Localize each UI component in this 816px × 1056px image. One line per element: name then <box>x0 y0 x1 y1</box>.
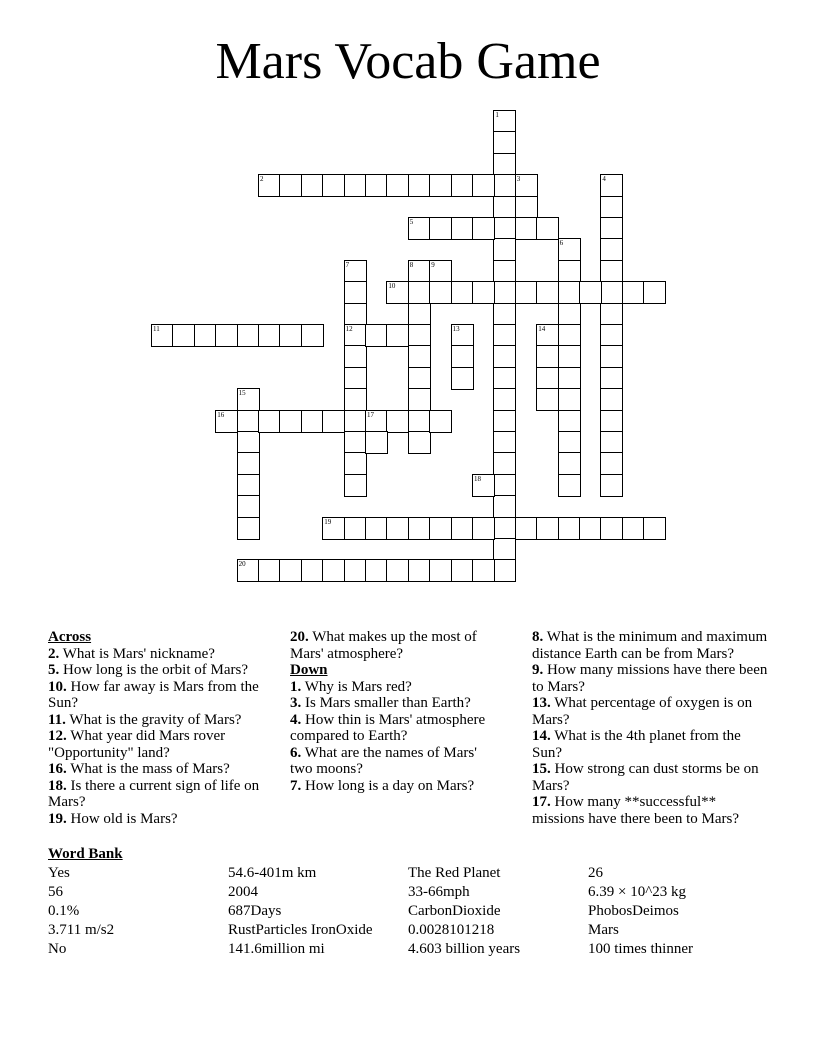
clue-number: 16 <box>217 410 225 419</box>
crossword-cell[interactable] <box>408 559 431 582</box>
clue-number: 15 <box>238 389 246 398</box>
clue-number: 14 <box>538 325 546 333</box>
crossword-cell[interactable] <box>600 196 623 219</box>
crossword-cell[interactable] <box>301 410 324 433</box>
word-bank-item: No <box>48 941 67 957</box>
crossword-cell[interactable] <box>558 281 581 304</box>
clue-number: 18 <box>474 474 481 483</box>
clue-text: How strong can dust storms be on Mars? <box>532 761 759 794</box>
crossword-cell[interactable] <box>344 324 367 347</box>
crossword-cell[interactable] <box>493 559 516 582</box>
clue-num: 5. <box>48 662 60 678</box>
across-clue <box>48 662 274 679</box>
crossword-cell[interactable] <box>408 388 431 411</box>
crossword-cell[interactable] <box>408 410 431 433</box>
clue-text: Why is Mars red? <box>301 678 412 695</box>
crossword-cell[interactable] <box>408 367 431 390</box>
clue-number: 9 <box>431 260 435 269</box>
down-clue <box>290 745 502 778</box>
crossword-cell[interactable] <box>386 559 409 582</box>
crossword-cell[interactable] <box>600 431 623 454</box>
word-bank-item: 100 times thinner <box>588 941 693 957</box>
crossword-cell[interactable] <box>493 174 516 197</box>
across-clue <box>48 761 274 778</box>
crossword-cell[interactable] <box>344 431 367 454</box>
crossword-cell[interactable] <box>579 281 602 304</box>
word-bank-item: 141.6million mi <box>228 941 325 957</box>
clue-number: 1 <box>495 111 499 119</box>
crossword-cell[interactable] <box>408 517 431 540</box>
crossword-cell[interactable] <box>472 281 495 304</box>
crossword-cell[interactable] <box>344 452 367 475</box>
clue-num: 16. <box>48 761 67 777</box>
word-bank-header: Word Bank <box>48 846 123 862</box>
down-clue <box>532 794 772 827</box>
clue-text: How long is a day on Mars? <box>301 777 475 794</box>
down-clue <box>532 728 772 761</box>
crossword-cell[interactable] <box>344 474 367 497</box>
crossword-cell[interactable] <box>429 281 452 304</box>
crossword-cell[interactable] <box>451 367 474 390</box>
word-bank-item: The Red Planet <box>408 865 501 881</box>
crossword-cell[interactable] <box>558 517 581 540</box>
crossword-cell[interactable] <box>536 217 559 240</box>
crossword-cell[interactable] <box>237 495 260 518</box>
clue-num: 8. <box>532 629 544 645</box>
crossword-cell[interactable] <box>536 345 559 368</box>
word-bank-grid <box>48 864 768 959</box>
crossword-cell[interactable] <box>600 217 623 240</box>
clue-number: 5 <box>409 218 414 226</box>
clue-text: How thin is Mars' atmosphere compared to Earth? <box>290 711 486 744</box>
crossword-cell[interactable] <box>344 345 367 368</box>
crossword-cell[interactable] <box>365 324 388 347</box>
crossword-cell[interactable] <box>493 196 516 219</box>
crossword-cell[interactable] <box>429 559 452 582</box>
crossword-cell[interactable] <box>558 345 581 368</box>
crossword-cell[interactable] <box>600 345 623 368</box>
clue-num: 17. <box>532 794 551 810</box>
crossword-cell[interactable] <box>493 281 516 304</box>
crossword-cell[interactable] <box>429 410 452 433</box>
clue-text: What is Mars' nickname? <box>59 645 215 662</box>
crossword-cell[interactable] <box>600 474 623 497</box>
clue-num: 12. <box>48 728 67 744</box>
crossword-cell[interactable] <box>429 260 452 283</box>
across-clue <box>48 679 274 712</box>
down-clue <box>532 761 772 794</box>
crossword-cell[interactable] <box>344 517 367 540</box>
crossword-cell[interactable] <box>237 388 260 411</box>
crossword-cell[interactable] <box>600 324 623 347</box>
clue-num: 20. <box>290 629 309 645</box>
crossword-cell[interactable] <box>322 410 345 433</box>
crossword-cell[interactable] <box>408 260 431 283</box>
crossword-cell[interactable] <box>322 559 345 582</box>
clue-num: 9. <box>532 662 544 678</box>
clue-num: 6. <box>290 744 302 761</box>
crossword-cell[interactable] <box>493 260 516 283</box>
crossword-cell[interactable] <box>322 174 345 197</box>
crossword-cell[interactable] <box>322 517 345 540</box>
crossword-cell[interactable] <box>408 345 431 368</box>
clue-number: 10 <box>388 282 396 291</box>
crossword-cell[interactable] <box>493 452 516 475</box>
crossword-cell[interactable] <box>600 517 623 540</box>
crossword-cell[interactable] <box>194 324 217 347</box>
down-clue <box>290 712 502 745</box>
word-bank <box>48 845 768 959</box>
crossword-cell[interactable] <box>344 388 367 411</box>
word-bank-item: CarbonDioxide <box>408 903 501 919</box>
clue-text: What percentage of oxygen is on Mars? <box>532 695 753 728</box>
crossword-cell[interactable] <box>386 281 409 304</box>
crossword-cell[interactable] <box>365 517 388 540</box>
crossword-cell[interactable] <box>493 153 516 176</box>
crossword-cell[interactable] <box>408 324 431 347</box>
crossword-cell[interactable] <box>344 260 367 283</box>
crossword-cell[interactable] <box>493 388 516 411</box>
crossword-cell[interactable] <box>451 324 474 347</box>
word-bank-item: 0.0028101218 <box>408 922 495 938</box>
crossword-cell[interactable] <box>237 559 260 582</box>
crossword-cell[interactable] <box>301 559 324 582</box>
crossword-cell[interactable] <box>600 452 623 475</box>
clue-number: 4 <box>602 175 606 184</box>
crossword-cell[interactable] <box>558 388 581 411</box>
crossword-cell[interactable] <box>536 281 559 304</box>
across-clue <box>48 778 274 811</box>
crossword-cell[interactable] <box>515 196 538 219</box>
word-bank-item: PhobosDeimos <box>588 903 679 919</box>
crossword-cell[interactable] <box>258 410 281 433</box>
crossword-cell[interactable] <box>365 410 388 433</box>
crossword-cell[interactable] <box>493 517 516 540</box>
crossword-cell[interactable] <box>451 217 474 240</box>
crossword-cell[interactable] <box>558 410 581 433</box>
crossword-cell[interactable] <box>536 388 559 411</box>
crossword-cell[interactable] <box>451 281 474 304</box>
crossword-cell[interactable] <box>493 131 516 154</box>
crossword-cell[interactable] <box>386 517 409 540</box>
crossword-cell[interactable] <box>643 517 666 540</box>
word-bank-item: 2004 <box>228 884 258 900</box>
crossword-cell[interactable] <box>215 324 238 347</box>
down-clue <box>532 695 772 728</box>
crossword-cell[interactable] <box>365 174 388 197</box>
crossword-cell[interactable] <box>365 559 388 582</box>
crossword-cell[interactable] <box>279 174 302 197</box>
crossword-cell[interactable] <box>493 345 516 368</box>
clue-text: How many **successful** missions have there been to Mars? <box>532 794 740 827</box>
crossword-cell[interactable] <box>365 431 388 454</box>
crossword-cell[interactable] <box>408 431 431 454</box>
across-clue <box>290 629 502 662</box>
crossword-cell[interactable] <box>258 324 281 347</box>
clue-text: What makes up the most of Mars' atmosphere? <box>290 629 477 662</box>
crossword-cell[interactable] <box>344 410 367 433</box>
crossword-cell[interactable] <box>600 174 623 197</box>
word-bank-item: 3.711 m/s2 <box>48 922 115 938</box>
crossword-cell[interactable] <box>237 452 260 475</box>
crossword-cell[interactable] <box>429 174 452 197</box>
crossword-cell[interactable] <box>258 559 281 582</box>
clue-num: 13. <box>532 695 551 711</box>
crossword-cell[interactable] <box>493 367 516 390</box>
crossword-cell[interactable] <box>536 517 559 540</box>
clue-text: What year did Mars rover "Opportunity" land? <box>48 728 226 761</box>
crossword-cell[interactable] <box>386 324 409 347</box>
crossword-cell[interactable] <box>515 174 538 197</box>
word-bank-item: 4.603 billion years <box>408 941 521 957</box>
word-bank-item: 33-66mph <box>408 884 470 900</box>
clue-num: 18. <box>48 777 67 794</box>
crossword-cell[interactable] <box>451 559 474 582</box>
crossword-cell[interactable] <box>386 174 409 197</box>
clue-text: What is the mass of Mars? <box>66 761 230 777</box>
crossword-cell[interactable] <box>600 303 623 326</box>
across-clue <box>48 646 274 663</box>
crossword-cell[interactable] <box>344 303 367 326</box>
clue-number: 13 <box>452 325 460 333</box>
crossword-cell[interactable] <box>237 410 260 433</box>
crossword-cell[interactable] <box>237 474 260 497</box>
crossword-cell[interactable] <box>493 538 516 561</box>
down-header: Down <box>290 662 328 678</box>
crossword-cell[interactable] <box>558 452 581 475</box>
clue-text: What is the minimum and maximum distance Earth can be from Mars? <box>532 629 768 662</box>
clue-text: What is the gravity of Mars? <box>65 711 242 728</box>
crossword-cell[interactable] <box>493 431 516 454</box>
page-title: Mars Vocab Game <box>215 33 601 90</box>
clue-number: 6 <box>559 239 564 248</box>
clue-number: 3 <box>516 175 521 184</box>
across-clue <box>48 712 274 729</box>
down-clue <box>290 695 502 712</box>
clue-num: 11. <box>48 711 66 728</box>
crossword-cell[interactable] <box>558 367 581 390</box>
clue-text: What are the names of Mars' two moons? <box>290 744 477 777</box>
crossword-cell[interactable] <box>558 324 581 347</box>
word-bank-item: Yes <box>48 865 70 881</box>
crossword-cell[interactable] <box>451 174 474 197</box>
crossword-cell[interactable] <box>622 517 645 540</box>
crossword-cell[interactable] <box>344 367 367 390</box>
crossword-cell[interactable] <box>237 431 260 454</box>
crossword-cell[interactable] <box>151 324 174 347</box>
crossword-cell[interactable] <box>237 517 260 540</box>
word-bank-item: 6.39 × 10^23 kg <box>588 884 686 900</box>
crossword-cell[interactable] <box>515 217 538 240</box>
crossword-cell[interactable] <box>472 517 495 540</box>
clue-number: 20 <box>238 560 246 569</box>
word-bank-item: Mars <box>588 922 619 938</box>
crossword-cell[interactable] <box>472 217 495 240</box>
clue-num: 2. <box>48 645 60 662</box>
crossword-cell[interactable] <box>493 495 516 518</box>
clue-num: 15. <box>532 761 551 777</box>
crossword-cell[interactable] <box>429 517 452 540</box>
crossword-cell[interactable] <box>344 174 367 197</box>
crossword-cell[interactable] <box>451 345 474 368</box>
clue-num: 3. <box>290 695 302 711</box>
clue-text: How many missions have there been to Mars? <box>532 662 768 695</box>
crossword-cell[interactable] <box>279 324 302 347</box>
word-bank-item: 26 <box>588 865 603 881</box>
crossword-cell[interactable] <box>600 281 623 304</box>
crossword-cell[interactable] <box>558 431 581 454</box>
crossword-cell[interactable] <box>515 517 538 540</box>
crossword-cell[interactable] <box>408 217 431 240</box>
clues-column-1 <box>48 629 274 827</box>
crossword-cell[interactable] <box>279 559 302 582</box>
clue-text: Is Mars smaller than Earth? <box>301 695 471 711</box>
crossword-cell[interactable] <box>493 238 516 261</box>
word-bank-item: 56 <box>48 884 63 900</box>
crossword-cell[interactable] <box>579 517 602 540</box>
across-clue <box>48 811 274 828</box>
clue-number: 11 <box>153 325 160 333</box>
crossword-cell[interactable] <box>536 324 559 347</box>
clue-number: 7 <box>345 260 350 269</box>
down-clue <box>290 778 502 795</box>
crossword-cell[interactable] <box>451 517 474 540</box>
crossword-cell[interactable] <box>472 474 495 497</box>
word-bank-item: 54.6-401m km <box>228 865 317 881</box>
clue-text: How far away is Mars from the Sun? <box>48 678 259 711</box>
crossword-cell[interactable] <box>493 217 516 240</box>
crossword-cell[interactable] <box>600 260 623 283</box>
word-bank-item: RustParticles IronOxide <box>228 922 373 938</box>
crossword-cell[interactable] <box>279 410 302 433</box>
crossword-cell[interactable] <box>558 260 581 283</box>
clue-text: How old is Mars? <box>66 810 178 827</box>
crossword-cell[interactable] <box>493 410 516 433</box>
crossword-cell[interactable] <box>344 281 367 304</box>
crossword-cell[interactable] <box>408 303 431 326</box>
crossword-cell[interactable] <box>301 324 324 347</box>
across-header: Across <box>48 629 92 645</box>
across-clue <box>48 728 274 761</box>
crossword-cell[interactable] <box>558 474 581 497</box>
clue-text: What is the 4th planet from the Sun? <box>532 728 741 761</box>
crossword-cell[interactable] <box>643 281 666 304</box>
clue-text: How long is the orbit of Mars? <box>59 662 248 678</box>
crossword-cell[interactable] <box>237 324 260 347</box>
crossword-cell[interactable] <box>558 238 581 261</box>
crossword-cell[interactable] <box>344 559 367 582</box>
clue-number: 8 <box>409 260 414 269</box>
crossword-cell[interactable] <box>386 410 409 433</box>
crossword-cell[interactable] <box>515 281 538 304</box>
crossword-cell[interactable] <box>301 174 324 197</box>
word-bank-item: 0.1% <box>48 903 80 919</box>
crossword-cell[interactable] <box>472 559 495 582</box>
crossword-cell[interactable] <box>429 217 452 240</box>
word-bank-item: 687Days <box>228 903 282 919</box>
crossword-cell[interactable] <box>600 238 623 261</box>
clue-number: 2 <box>260 175 264 184</box>
crossword-cell[interactable] <box>600 410 623 433</box>
down-clue <box>290 679 502 696</box>
clue-num: 1. <box>290 678 302 695</box>
clue-num: 14. <box>532 728 551 744</box>
crossword-cell[interactable] <box>493 110 516 133</box>
clue-num: 19. <box>48 810 67 827</box>
clue-number: 12 <box>345 325 353 333</box>
crossword-cell[interactable] <box>558 303 581 326</box>
crossword-cell[interactable] <box>493 303 516 326</box>
clue-number: 17 <box>367 410 374 419</box>
crossword-cell[interactable] <box>408 281 431 304</box>
clues-column-2 <box>290 629 502 794</box>
clue-number: 19 <box>324 517 332 526</box>
crossword-cell[interactable] <box>493 324 516 347</box>
crossword-cell[interactable] <box>258 174 281 197</box>
crossword-cell[interactable] <box>622 281 645 304</box>
down-clue <box>532 629 772 662</box>
clue-num: 10. <box>48 678 67 695</box>
crossword-cell[interactable] <box>408 174 431 197</box>
clue-text: Is there a current sign of life on Mars? <box>48 777 260 810</box>
clue-num: 7. <box>290 777 302 794</box>
clue-num: 4. <box>290 711 302 728</box>
crossword-cell[interactable] <box>472 174 495 197</box>
crossword-cell[interactable] <box>600 367 623 390</box>
down-clue <box>532 662 772 695</box>
crossword-cell[interactable] <box>600 388 623 411</box>
clues-column-3 <box>532 629 772 827</box>
crossword-cell[interactable] <box>215 410 238 433</box>
crossword-cell[interactable] <box>172 324 195 347</box>
crossword-cell[interactable] <box>536 367 559 390</box>
crossword-cell[interactable] <box>493 474 516 497</box>
